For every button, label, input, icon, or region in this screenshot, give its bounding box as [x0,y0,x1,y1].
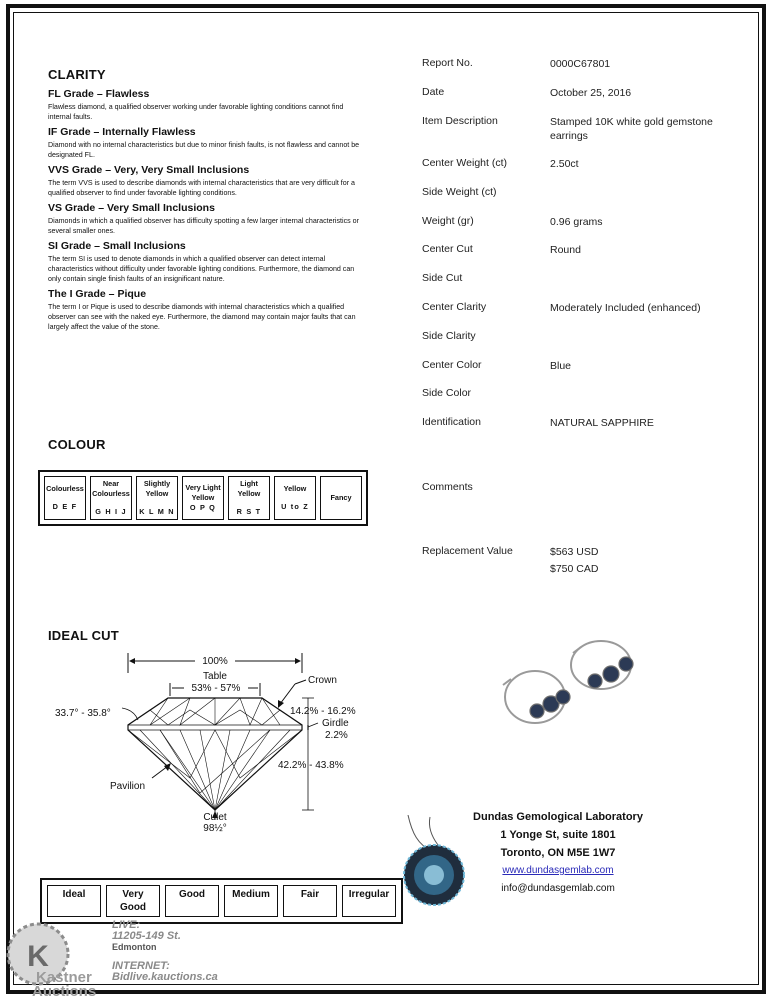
field-value: 0000C67801 [550,58,611,70]
field-label: Item Description [422,115,498,127]
field-label: Side Cut [422,272,463,284]
cut-grade-cell: Very Good [106,885,160,917]
clarity-grade [48,202,368,236]
table-range: 53% - 57% [191,683,241,694]
colour-scale-table [38,470,368,526]
field-label: Center Weight (ct) [422,157,507,169]
culet-angle: 98½° [203,823,227,834]
colour-cell [44,476,86,520]
grade-description: Diamonds in which a qualified observer has difficulty spotting a few larger internal characteristics or several smaller ones. [48,217,359,235]
cut-grade-cell: Fair [283,885,337,917]
auction-watermark-text [112,920,218,983]
crown-label: Crown [308,675,337,686]
lab-address-line1: 1 Yonge St, suite 1801 [500,829,616,841]
grade-description: The term VVS is used to describe diamonds with internal characteristics that are very difficult for a qualified observer to find under favorable lighting conditions. [48,179,356,197]
grade-description: The term SI is used to denote diamonds in which a qualified observer can detect internal characteristics without difficulty under favorable lighting conditions. Furthermore, the diamond can only contain single finish faults of an insignificant nature. [48,255,355,283]
colour-cell [182,476,224,520]
live-label: LIVE: [112,919,141,931]
crown-height: 14.2% - 16.2% [290,706,356,717]
colour-codes: D E F [52,502,78,511]
field-value: NATURAL SAPPHIRE [550,417,654,429]
grade-title: SI Grade – Small Inclusions [48,240,186,252]
colour-title: COLOUR [48,437,106,452]
culet-label: Culet [203,812,227,823]
grade-title: FL Grade – Flawless [48,88,150,100]
lab-email: info@dundasgemlab.com [501,883,615,894]
colour-label: Yellow [283,484,307,493]
clarity-grade [48,288,368,332]
field-label: Comments [422,481,473,493]
cut-grade-cell: Medium [224,885,278,917]
field-value: Stamped 10K white gold gemstone earrings [550,116,713,142]
girdle-label: Girdle [322,718,349,729]
colour-cell [274,476,316,520]
field-value: 0.96 grams [550,216,603,228]
field-label: Center Color [422,359,482,371]
field-label: Report No. [422,57,473,69]
girdle-percentage: 2.2% [325,730,348,741]
field-label: Center Cut [422,243,473,255]
field-value: $563 USD [550,546,599,558]
pavilion-label: Pavilion [110,781,146,792]
live-address: 11205-149 St. [112,930,181,942]
ideal-cut-title: IDEAL CUT [48,628,119,643]
colour-cell [136,476,178,520]
colour-label: Very Light Yellow [185,483,221,502]
grade-title: IF Grade – Internally Flawless [48,126,196,138]
lab-contact [448,808,668,898]
kastner-auctions-logo [6,918,110,998]
logo-line1: Kastner [36,969,92,986]
colour-cell [228,476,270,520]
field-value: Round [550,244,581,256]
field-value: October 25, 2016 [550,87,632,99]
live-city: Edmonton [112,942,157,952]
field-label: Side Weight (ct) [422,186,497,198]
colour-label: Colourless [46,484,84,493]
colour-cell [90,476,132,520]
grade-title: The I Grade – Pique [48,288,147,300]
field-label: Replacement Value [422,545,513,557]
field-label: Center Clarity [422,301,487,313]
clarity-grade [48,164,368,198]
crown-angle: 33.7° - 35.8° [55,708,111,719]
colour-cell [320,476,362,520]
clarity-section [48,67,368,332]
clarity-grade [48,126,368,160]
internet-site: Bidlive.kauctions.ca [112,971,218,983]
cut-grade-cell: Ideal [47,885,101,917]
colour-codes: K L M N [139,507,175,516]
replacement-value-cad: $750 CAD [550,563,599,575]
table-label: Table [203,671,227,682]
field-label: Date [422,86,445,98]
colour-label: Fancy [330,493,352,502]
colour-codes: G H I J [95,507,127,516]
colour-label: Light Yellow [237,479,261,498]
diamond-cut-diagram [40,648,380,838]
grade-description: Flawless diamond, a qualified observer working under favorable lighting conditions cannot find internal faults. [48,103,344,121]
field-label: Side Clarity [422,330,476,342]
width-label: 100% [202,656,228,667]
field-label: Identification [422,416,481,428]
grade-title: VVS Grade – Very, Very Small Inclusions [48,164,250,176]
lab-website-link[interactable]: www.dundasgemlab.com [502,865,614,876]
logo-line2: Auctions [32,983,97,998]
cut-grade-cell: Irregular [342,885,396,917]
pavilion-depth: 42.2% - 43.8% [278,760,344,771]
colour-codes: R S T [236,507,262,516]
field-value: 2.50ct [550,158,579,170]
cut-grade-cell: Good [165,885,219,917]
grade-title: VS Grade – Very Small Inclusions [48,202,215,214]
svg-text:K: K [27,940,49,973]
clarity-grade [48,88,368,122]
colour-label: Slightly Yellow [143,479,171,498]
colour-label: Near Colourless [92,479,130,498]
clarity-title: CLARITY [48,67,106,82]
lab-name: Dundas Gemological Laboratory [473,811,643,823]
colour-codes: U to Z [281,502,309,511]
field-value: Moderately Included (enhanced) [550,302,701,314]
lab-address-line2: Toronto, ON M5E 1W7 [500,847,616,859]
grade-description: The term I or Pique is used to describe diamonds with internal characteristics which a qualified observer can see with the naked eye. Furthermore, the diamond may contain major faults that can largely affect the value of the stone. [48,303,356,331]
colour-codes: O P Q [189,503,217,512]
field-label: Weight (gr) [422,215,474,227]
internet-label: INTERNET: [112,960,170,972]
field-label: Side Color [422,387,472,399]
earrings-photo [493,625,663,735]
grade-description: Diamond with no internal characteristics but due to minor finish faults, is not flawless and cannot be designated FL. [48,141,360,159]
field-value: Blue [550,360,572,372]
clarity-grade [48,240,368,284]
